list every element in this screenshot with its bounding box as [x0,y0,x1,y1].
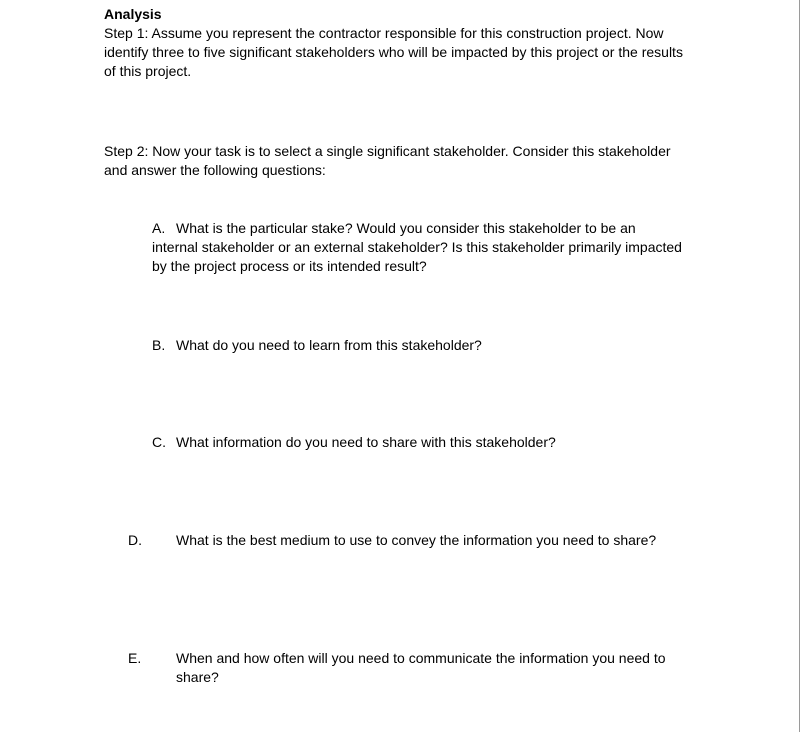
question-b-letter: B. [152,337,166,353]
question-a-text: What is the particular stake? Would you consider this stakeholder to be an internal stakeholder or an external stakeholder? Is this stakeholder primarily impacted by the project process or its intended result? [152,220,682,274]
question-c-text: What information do you need to share with this stakeholder? [176,434,556,450]
question-b-text: What do you need to learn from this stakeholder? [176,337,482,353]
question-a [152,219,682,276]
question-d [128,531,706,550]
question-b [152,336,682,355]
question-c [152,433,682,452]
question-d-letter: D. [128,532,142,548]
step-1-instructions: Step 1: Assume you represent the contractor responsible for this construction project. Now identify three to five significant stakeholders who will be impacted by this project or the results of this project. [104,25,683,79]
question-c-letter: C. [152,434,166,450]
step-2-instructions: Step 2: Now your task is to select a single significant stakeholder. Consider this stakeholder and answer the following questions: [104,143,671,178]
page-edge-divider [799,0,800,732]
question-e-letter: E. [128,650,142,666]
question-a-letter: A. [152,220,166,236]
section-heading: Analysis [104,6,162,22]
question-e-text: When and how often will you need to communicate the information you need to share? [176,650,666,685]
question-d-text: What is the best medium to use to convey the information you need to share? [176,532,657,548]
question-e [128,649,706,687]
